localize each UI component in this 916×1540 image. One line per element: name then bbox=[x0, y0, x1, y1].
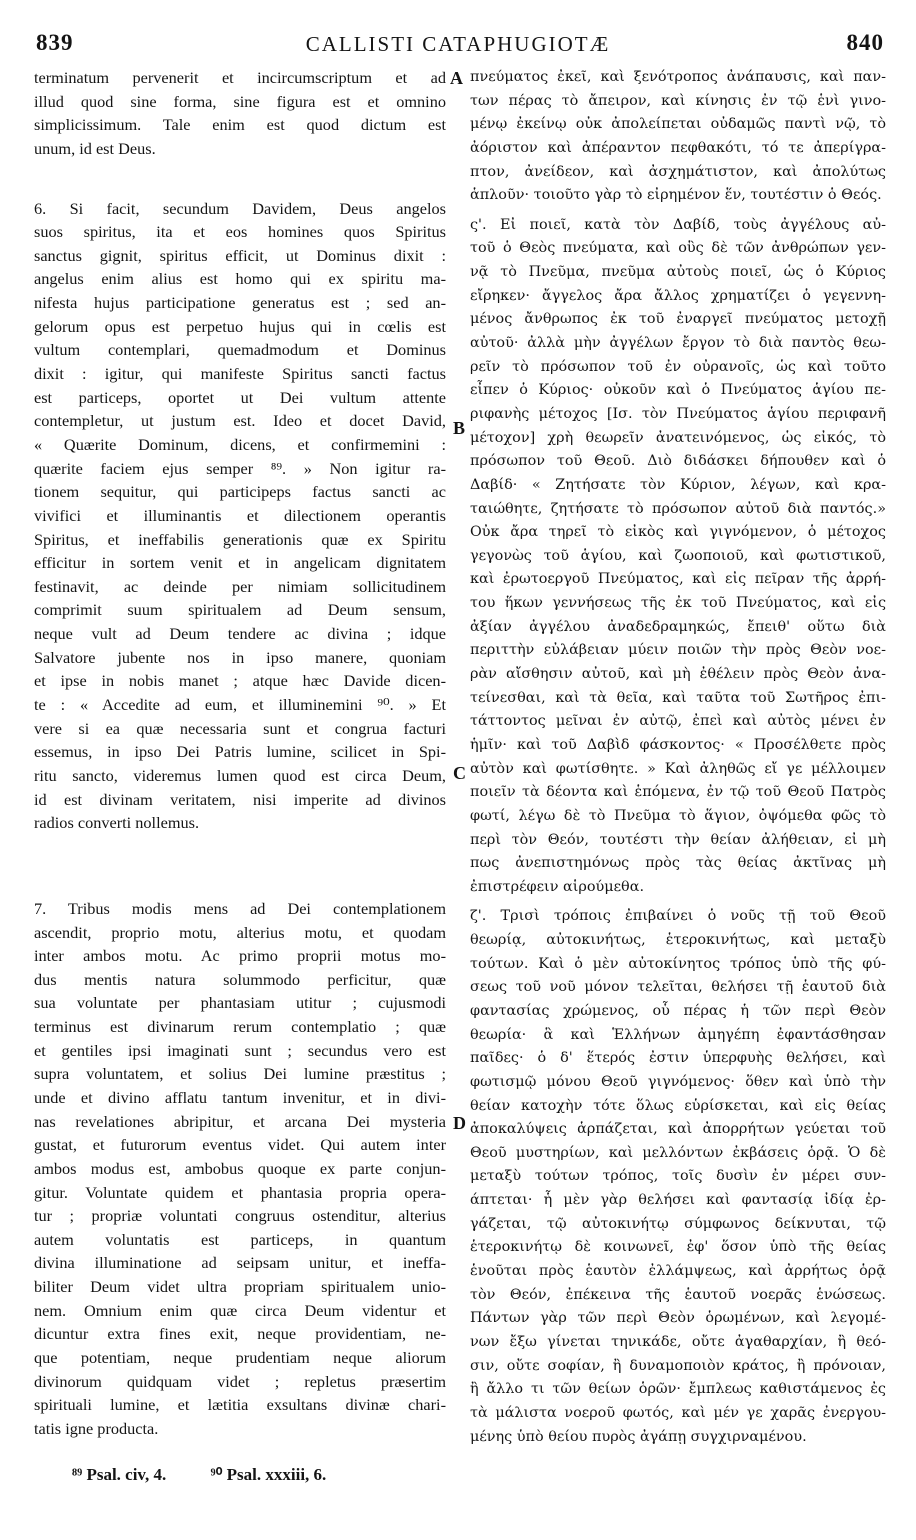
greek-text-line: γάζεται, τῷ αὐτοκινήτῳ σύμφωνος δείκνυται, τῷ bbox=[470, 1215, 886, 1232]
greek-text-line: ς'. Εἰ ποιεῖ, κατὰ τὸν Δαβίδ, τοὺς ἀγγέλους αὐ- bbox=[470, 216, 886, 233]
greek-text-line: νᾷ τὸ Πνεῦμα, πνεῦμα αὐτοὺς ποιεῖ, ὡς ὁ Κύριος bbox=[470, 264, 886, 281]
latin-text-line: et ipse in nobis manet ; atque hæc Davide dicen- bbox=[34, 671, 446, 691]
greek-column bbox=[470, 66, 886, 1449]
latin-text-line: Spiritus, et ineffabilis generationis quæ ex Spiritu bbox=[34, 529, 446, 549]
margin-marker-b: B bbox=[453, 418, 466, 438]
latin-text-line: terminus est divinarum rerum contemplatio ; quæ bbox=[34, 1017, 446, 1037]
latin-text-line: et gentiles ipsi imaginati sunt ; secundus vero est bbox=[34, 1040, 446, 1060]
greek-text-line: μένῳ ἐκείνῳ οὐκ ἀπολείπεται οὐδαμῶς παντὶ νῷ, τὸ bbox=[470, 116, 886, 133]
latin-text-line: gitur. Voluntate quidem et phantasia propria opera- bbox=[34, 1182, 446, 1202]
greek-text-line: πνεύματος ἐκεῖ, καὶ ξενότροπος ἀνάπαυσις, καὶ παν- bbox=[470, 69, 886, 85]
latin-text-line: efficitur in sortem venit et in angelicam dignitatem bbox=[34, 553, 446, 573]
greek-text-line: σιν, οὔτε σοφίαν, ἢ δυναμοποιὸν κράτος, ἢ πρόνοιαν, bbox=[470, 1357, 886, 1374]
greek-text-line: των πέρας τὸ ἄπειρον, καὶ κίνησις ἐν τῷ ἑνὶ γινο- bbox=[470, 92, 886, 109]
greek-text-line: τοῦ ὁ Θεὸς πνεύματα, καὶ οὓς δὲ τῶν ἀνθρώπων γεν- bbox=[470, 240, 886, 257]
left-page-number: 839 bbox=[36, 30, 74, 55]
paragraph-gap bbox=[34, 161, 446, 197]
latin-text-line: 7. Tribus modis mens ad Dei contemplationem bbox=[34, 898, 446, 918]
latin-text-line: contempletur, ut justum est. Ideo et docet David, bbox=[34, 411, 446, 431]
greek-text-line: ρὰν αἴσθησιν αὐτοῦ, καὶ μὴ ἐθέλειν πρὸς Θεὸν ἀνα- bbox=[470, 666, 886, 683]
greek-text-line: καὶ ἐρωτοεργοῦ Πνεύματος, καὶ εἰς πεῖραν τῆς ἀρρή- bbox=[470, 571, 886, 588]
greek-text-line: ποιεῖν τὰ δέοντα καὶ ἑπόμενα, ἐν τῷ τοῦ Θεοῦ Πατρὸς bbox=[470, 784, 886, 801]
latin-text-line: nem. Omnium enim quæ circa Deum videntur et bbox=[34, 1300, 446, 1320]
paragraph-gap bbox=[34, 835, 446, 897]
latin-text-line: spirituali lumine, et lætitia exsultans divinæ chari- bbox=[34, 1395, 446, 1415]
greek-text-line: εἴρηκεν· ἄγγελος ἄρα ἄλλος χρηματίζει ὁ γεγεννη- bbox=[470, 287, 886, 304]
latin-text-line: ascendit, proprio motu, alterius motu, et quodam bbox=[34, 922, 446, 942]
footnotes bbox=[72, 1465, 366, 1485]
latin-text-line: tur ; propriæ voluntati congruus ostenditur, alterius bbox=[34, 1206, 446, 1226]
greek-text-line: περὶ τὸν Θεόν, τουτέστι τὴν θείαν ἀλήθειαν, εἰ μὴ bbox=[470, 831, 886, 848]
latin-text-line: dixit : igitur, qui manifeste Spiritus sancti factus bbox=[34, 364, 446, 384]
latin-text-line: « Quærite Dominum, dicens, et confirmemini : bbox=[34, 434, 446, 454]
greek-text-line: μένης ὑπὸ θείου πυρὸς ἀγάπῃ συγχιρναμένου. bbox=[470, 1428, 807, 1445]
greek-text-line: ἡμῖν· καὶ τοῦ Δαβὶδ φάσκοντος· « Προσέλθετε πρὸς bbox=[470, 736, 886, 753]
margin-marker-c: C bbox=[453, 763, 466, 783]
running-header bbox=[32, 30, 884, 66]
latin-text-line: radios converti nollemus. bbox=[34, 813, 200, 833]
greek-text-line: αὐτὸν καὶ φωτίσθητε. » Καὶ ἀληθῶς εἴ γε μέλλοιμεν bbox=[470, 760, 886, 777]
greek-text-line: ἢ ἄλλο τι τῶν θείων ὁρῶν· ἔμπλεως καθιστάμενος ἐς bbox=[470, 1381, 886, 1398]
latin-text-line: comprimit suum spiritualem ad Deum sensum, bbox=[34, 600, 446, 620]
margin-marker-d: D bbox=[453, 1113, 466, 1133]
latin-text-line: unum, id est Deus. bbox=[34, 138, 156, 158]
latin-text-line: illud quod sine forma, sine figura est et omnino bbox=[34, 91, 446, 111]
greek-text-line: μέτοχον] χρὴ θεωρεῖν ἀνατεινόμενος, ὡς εἰκός, τὸ bbox=[470, 429, 886, 446]
latin-text-line: biliter Deum videt ultra propriam spiritualem unio- bbox=[34, 1277, 446, 1297]
latin-text-line: supra voluntatem, et solius Dei lumine præstitus ; bbox=[34, 1064, 446, 1084]
greek-text-line: Οὐκ ἄρα τηρεῖ τὸ εἰκὸς καὶ γιγνόμενον, ὁ μέτοχος bbox=[470, 524, 886, 541]
greek-text-line: τούτων. Καὶ ὁ μὲν αὐτοκίνητος τρόπος ὑπὸ τῆς φύ- bbox=[470, 955, 886, 972]
latin-text-line: essemus, in ipso Dei Patris lumine, scilicet in Spi- bbox=[34, 742, 446, 762]
greek-text-line: τὸν Θεόν, ἐπέκεινα τῆς ἑαυτοῦ νοερᾶς ἑνώσεως. bbox=[470, 1286, 886, 1303]
latin-text-line: Salvatore jubente nos in ipso manere, quoniam bbox=[34, 647, 446, 667]
greek-text-line: μένος ἄνθρωπος ἐκ τοῦ ἐναργεῖ πνεύματος μετοχῇ bbox=[470, 311, 886, 328]
greek-text-line: ζ'. Τρισὶ τρόποις ἐπιβαίνει ὁ νοῦς τῇ τοῦ Θεοῦ bbox=[470, 908, 886, 925]
latin-text-line: tatis igne producta. bbox=[34, 1418, 159, 1438]
running-title: CALLISTI CATAPHUGIOTÆ bbox=[305, 32, 611, 56]
latin-text-line: suos spiritus, ita et eos homines quos Spiritus bbox=[34, 222, 446, 242]
latin-text-line: autem voluntatis est particeps, in quantum bbox=[34, 1229, 446, 1249]
greek-text-line: τὰ μάλιστα νοεροῦ φωτός, καὶ μέν γε χαρᾶς ἐνεργου- bbox=[470, 1404, 886, 1421]
latin-text-line: vultum contemplari, quemadmodum et Dominus bbox=[34, 340, 446, 360]
latin-text-line: vivifici et illuminantis et dilectionem operantis bbox=[34, 505, 446, 525]
latin-text-line: vere si ea quæ necessaria sunt et congrua facturi bbox=[34, 718, 446, 738]
footnote-90: ⁹⁰ Psal. xxxiii, 6. bbox=[210, 1465, 327, 1484]
greek-text-line: αὐτοῦ· ἀλλὰ μὴν ἀγγέλων ἔργον τὸ διὰ παντὸς θεω- bbox=[470, 335, 886, 352]
greek-text-line: άπτεται· ἧ μὲν γὰρ θελήσει καὶ φαντασίᾳ ἰδίᾳ ἐρ- bbox=[470, 1192, 886, 1209]
latin-text-line: simplicissimum. Tale enim est quod dictum est bbox=[34, 115, 446, 135]
greek-text-line: περιττὴν εὐλάβειαν μύειν ποιῶν τὴν πρὸς Θεὸν νοε- bbox=[470, 642, 886, 659]
right-page-number: 840 bbox=[846, 30, 884, 55]
latin-text-line: ambos modus est, ambobus quoque ex parte conjun- bbox=[34, 1158, 446, 1178]
latin-text-line: angelus enim alius est homo qui ex spiritu ma- bbox=[34, 269, 446, 289]
greek-text-line: γεγονὼς τοῦ ἁγίου, καὶ ζωοποιοῦ, καὶ φωτιστικοῦ, bbox=[470, 547, 886, 564]
greek-text-line: σεως τοῦ νοῦ μόνον τελεῖται, θελήσει τῇ ἑαυτοῦ διὰ bbox=[470, 979, 886, 996]
latin-text-line: sua voluntate per phantasiam utitur ; cujusmodi bbox=[34, 993, 446, 1013]
greek-text-line: πρόσωπον τοῦ Θεοῦ. Διὸ διδάσκει δήπουθεν καὶ ὁ bbox=[470, 453, 886, 470]
greek-text-line: Δαβίδ· « Ζητήσατε τὸν Κύριον, λέγων, καὶ κρα- bbox=[470, 476, 886, 493]
margin-marker-a: A bbox=[450, 68, 463, 88]
greek-text-line: φωτί, λέγω δὲ τὸ Πνεῦμα τὸ ἅγιον, ὀψόμεθα φῶς τὸ bbox=[470, 807, 886, 824]
greek-text-line: νων ἔξω γίνεται τηνικάδε, οὔτε ἀγαθαρχίαν, ἢ θεό- bbox=[470, 1333, 886, 1350]
greek-text-line: ἀποκαλύψεις ἁρπάζεται, καὶ ἀπορρήτων γεύεται τοῦ bbox=[470, 1121, 886, 1138]
latin-text-line: unde et divino afflatu tantum invenitur, et in divi- bbox=[34, 1087, 446, 1107]
greek-text-line: ἁπλοῦν· τοιοῦτο γὰρ τὸ εἰρημένον ἕν, τουτέστιν ὁ Θεός. bbox=[470, 187, 882, 204]
greek-text-line: εἶπεν ὁ Κύριος· οὐκοῦν καὶ ὁ Πνεύματος ἁγίου πε- bbox=[470, 382, 886, 399]
greek-text-line: πως ἀνεπιστημόνως πρὸς τὰς θείας ἀκτῖνας μὴ bbox=[470, 855, 886, 872]
latin-text-line: gustat, et futurorum eventus videt. Qui autem inter bbox=[34, 1135, 446, 1155]
greek-text-line: πτον, ἀνείδεον, καὶ ἀσχημάτιστον, καὶ ἀπολύτως bbox=[470, 163, 886, 180]
greek-text-line: ρεῖν τὸ πρόσωπον τοῦ ἐν οὐρανοῖς, ὡς καὶ τοῦτο bbox=[470, 358, 886, 375]
latin-text-line: inter ambos motu. Ac primo proprii motus mo- bbox=[34, 946, 446, 966]
greek-text-line: ἀόριστον καὶ ἀπέραντον πεφθακότι, τό τε ἀπερίγρα- bbox=[470, 139, 886, 156]
greek-text-line: ἑτεροκινήτῳ δὲ κοινωνεῖ, ἐφ' ὅσον ὑπὸ τῆς θείας bbox=[470, 1239, 886, 1256]
greek-text-line: θεωρίᾳ, αὐτοκινήτως, ἑτεροκινήτως, καὶ μεταξὺ bbox=[470, 932, 886, 949]
greek-text-line: Πάντων γὰρ τῶν περὶ Θεὸν ὁρωμένων, καὶ λεγομέ- bbox=[470, 1310, 886, 1327]
greek-text-line: παῖδες· ὁ δ' ἕτερός ἐστιν ὑπερφυὴς θελήσει, καὶ bbox=[470, 1050, 886, 1067]
latin-text-line: divinorum quidquam videt ; repletus præsertim bbox=[34, 1371, 446, 1391]
footnote-89: ⁸⁹ Psal. civ, 4. bbox=[72, 1465, 167, 1484]
latin-text-line: est particeps, oportet ut Dei vultum attente bbox=[34, 387, 446, 407]
latin-text-line: festinavit, ac deinde per nimiam sollicitudinem bbox=[34, 576, 446, 596]
greek-text-line: θείαν κατοχὴν τότε ὅλως εὑρίσκεται, καὶ εἰς θείας bbox=[470, 1097, 886, 1114]
latin-text-line: nas revelationes abripitur, et arcana Dei mysteria bbox=[34, 1111, 446, 1131]
latin-text-line: neque vult ad Deum tendere ac divina ; idque bbox=[34, 624, 446, 644]
greek-text-line: ἀξίαν ἀγγέλου ἀναδεδραμηκώς, ἔπειθ' οὕτω διὰ bbox=[470, 618, 886, 635]
latin-text-line: te : « Accedite ad eum, et illuminemini ⁹⁰. » Et bbox=[34, 695, 446, 715]
greek-text-line: φαντασίας χρώμενος, οὗ πέρας ἡ τῶν περὶ Θεὸν bbox=[470, 1002, 886, 1019]
latin-text-line: gelorum opus est perpetuo hujus qui in cœlis est bbox=[34, 316, 446, 336]
latin-text-line: 6. Si facit, secundum Davidem, Deus angelos bbox=[34, 198, 446, 218]
greek-text-line: τάττοντος μεῖναι ἐν αὐτῷ, ἐπεὶ καὶ αὐτὸς μένει ἐν bbox=[470, 713, 886, 730]
latin-text-line: quærite faciem ejus semper ⁸⁹. » Non igitur ra- bbox=[34, 458, 446, 478]
latin-text-line: nifesta hujus participatione generatus est ; sed an- bbox=[34, 293, 446, 313]
latin-text-line: que potentiam, neque prudentiam neque aliorum bbox=[34, 1348, 446, 1368]
greek-text-line: μεταξὺ τούτων τρόπος, τοῖς δυσὶν ἐν μέρει συν- bbox=[470, 1168, 886, 1185]
latin-text-line: dicuntur extra fines exit, neque providentiam, ne- bbox=[34, 1324, 446, 1344]
latin-text-line: ritu sancto, videremus lumen quod est circa Deum, bbox=[34, 765, 446, 785]
latin-text-line: terminatum pervenerit et incircumscriptum et ad bbox=[34, 68, 446, 87]
greek-text-line: του ἥκων γεννήσεως τῆς ἐκ τοῦ Πνεύματος, καὶ εἰς bbox=[470, 595, 886, 612]
greek-text-line: Θεοῦ μυστηρίων, καὶ μελλόντων ἐκβάσεις ὁρᾷ. Ὁ δὲ bbox=[470, 1144, 886, 1161]
latin-text-line: id est divinam veritatem, nisi imperite ad divinos bbox=[34, 789, 446, 809]
greek-text-line: φωτισμῷ μόνου Θεοῦ γιγνόμενος· ὅθεν καὶ ὑπὸ τὴν bbox=[470, 1073, 886, 1090]
latin-column bbox=[34, 66, 446, 1441]
greek-text-line: ριφανὴς μέτοχος [Ισ. τὸν Πνεύματος ἁγίου περιφανῆ bbox=[470, 405, 886, 422]
latin-text-line: dus mentis natura solummodo perficitur, quæ bbox=[34, 969, 446, 989]
latin-text-line: tionem sequitur, qui participeps factus sancti ac bbox=[34, 482, 446, 502]
latin-text-line: sanctus gignit, spiritus efficit, ut Dominus dixit : bbox=[34, 245, 446, 265]
greek-text-line: ταιώθητε, ζητήσατε τὸ πρόσωπον αὐτοῦ διὰ παντός.» bbox=[470, 500, 886, 517]
greek-text-line: θεωρία· ἃ καὶ Ἑλλήνων ἀμηγέπη ἐφαντάσθησαν bbox=[470, 1026, 886, 1043]
latin-text-line: divina illuminatione ad seipsam unitur, et ineffa- bbox=[34, 1253, 446, 1273]
greek-text-line: τείνεσθαι, καὶ τὰ θεῖα, καὶ ταῦτα τοῦ Σωτῆρος ἐπι- bbox=[470, 689, 886, 706]
greek-text-line: ἑνοῦται πρὸς ἑαυτὸν ἐλλάμψεως, καὶ ἀρρήτως ὁρᾷ bbox=[470, 1263, 886, 1280]
greek-text-line: ἐπιστρέφειν αἱρούμεθα. bbox=[470, 878, 645, 895]
